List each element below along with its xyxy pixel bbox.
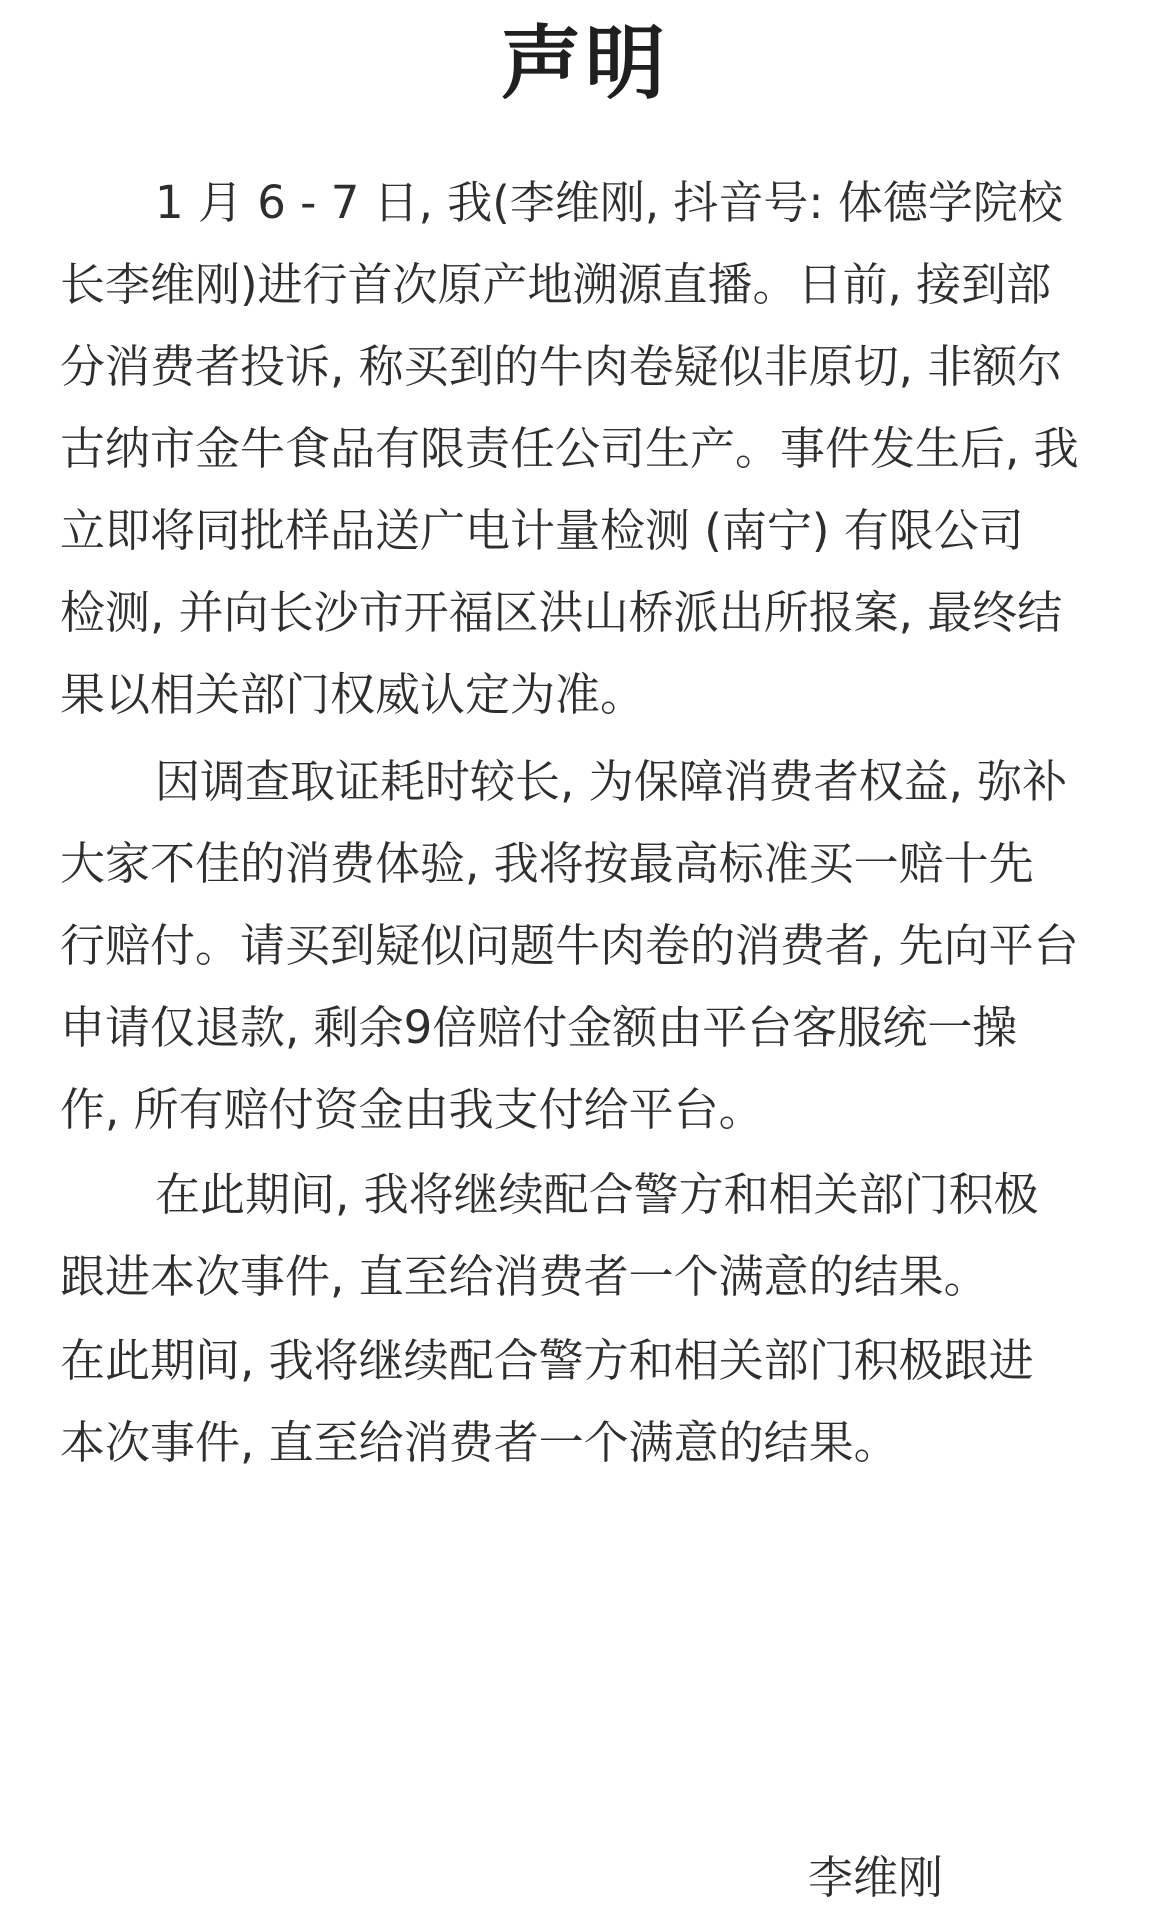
- paragraph-1-line-5: 立即将同批样品送广电计量检测 (南宁) 有限公司: [60, 504, 1024, 557]
- signature: 李维刚: [808, 1851, 944, 1904]
- paragraph-1-line-2: 长李维刚)进行首次原产地溯源直播。日前, 接到部: [60, 258, 1052, 311]
- paragraph-2-line-4: 申请仅退款, 剩余9倍赔付金额由平台客服统一操: [60, 1001, 1018, 1054]
- paragraph-4-line-2: 本次事件, 直至给消费者一个满意的结果。: [60, 1416, 899, 1469]
- paragraph-1-line-3: 分消费者投诉, 称买到的牛肉卷疑似非原切, 非额尔: [60, 340, 1063, 393]
- paragraph-3-line-2: 跟进本次事件, 直至给消费者一个满意的结果。: [60, 1250, 989, 1303]
- paragraph-2-line-5: 作, 所有赔付资金由我支付给平台。: [60, 1083, 764, 1136]
- paragraph-1-line-1: 1 月 6 - 7 日, 我(李维刚, 抖音号: 体德学院校: [155, 176, 1063, 229]
- paragraph-1-line-7: 果以相关部门权威认定为准。: [60, 668, 646, 721]
- paragraph-1-line-6: 检测, 并向长沙市开福区洪山桥派出所报案, 最终结: [60, 586, 1063, 639]
- paragraph-1-line-4: 古纳市金牛食品有限责任公司生产。事件发生后, 我: [60, 422, 1079, 475]
- paragraph-2-line-3: 行赔付。请买到疑似问题牛肉卷的消费者, 先向平台: [60, 919, 1079, 972]
- paragraph-2-line-1: 因调查取证耗时较长, 为保障消费者权益, 弥补: [155, 755, 1068, 808]
- paragraph-3-line-1: 在此期间, 我将继续配合警方和相关部门积极: [155, 1168, 1039, 1221]
- paragraph-4-line-1: 在此期间, 我将继续配合警方和相关部门积极跟进: [60, 1334, 1034, 1387]
- paragraph-2-line-2: 大家不佳的消费体验, 我将按最高标准买一赔十先: [60, 837, 1034, 890]
- document-title: 声明: [501, 16, 669, 110]
